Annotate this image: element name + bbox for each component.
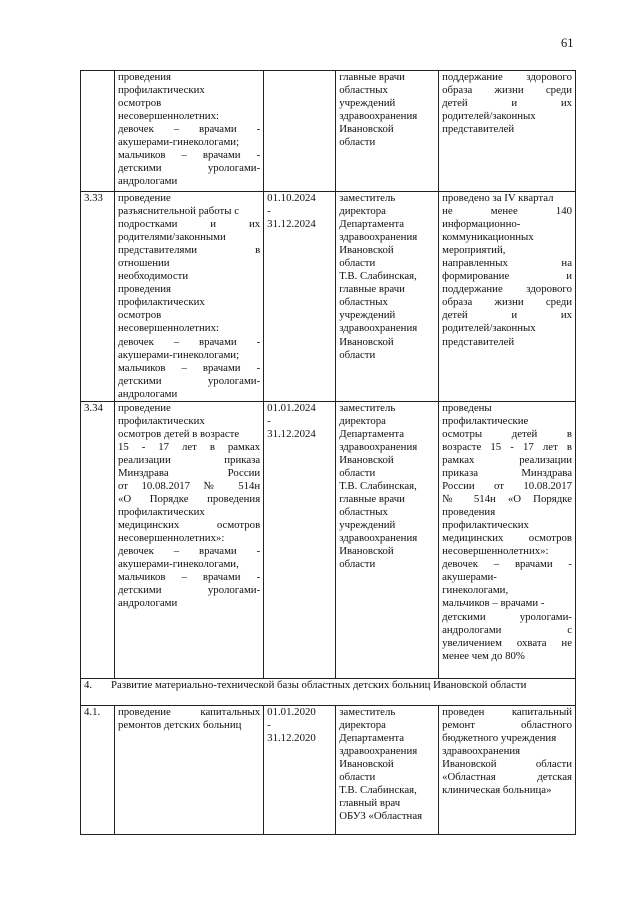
result-cell — [439, 705, 576, 834]
table-row — [81, 71, 576, 192]
cell-line: мальчиков – врачами - — [442, 597, 545, 610]
cell-line: учреждений — [339, 519, 396, 532]
cell-line: родителей/законных — [442, 110, 536, 123]
date-cell — [264, 71, 336, 192]
cell-line: директора — [339, 414, 386, 427]
cell-line: 31.12.2024 — [267, 218, 316, 231]
cell-line: здравоохранения — [339, 532, 418, 545]
cell-line: 01.01.2024 — [267, 401, 316, 414]
cell-line: директора — [339, 205, 386, 218]
cell-line: увеличением охвата не — [442, 636, 572, 649]
row-number-cell: 3.34 — [81, 401, 115, 678]
cell-line: здравоохранения — [339, 744, 418, 757]
task-cell — [114, 71, 263, 192]
cell-line: области — [339, 136, 376, 149]
cell-line: акушерами- — [442, 571, 497, 584]
cell-line: несовершеннолетних»: — [117, 532, 225, 545]
cell-line: - — [267, 414, 271, 427]
cell-line: главный врач — [339, 797, 401, 810]
cell-line: поддержание здорового — [442, 71, 572, 83]
cell-line: гинекологами, — [442, 584, 509, 597]
cell-line: мальчиков – врачами - — [117, 571, 261, 584]
cell-line: менее чем до 80% — [442, 649, 525, 662]
cell-line: андрологами — [117, 175, 178, 188]
cell-line: - — [267, 205, 271, 218]
section-number: 4. — [84, 678, 93, 691]
date-cell — [264, 401, 336, 678]
cell-line: медицинских осмотров — [117, 519, 261, 532]
cell-line: Ивановской — [339, 453, 394, 466]
cell-line: ремонтов детских больниц — [117, 718, 242, 731]
task-cell — [114, 705, 263, 834]
cell-line: Ивановской — [339, 545, 394, 558]
cell-line: 31.12.2024 — [267, 427, 316, 440]
cell-line: Ивановской — [339, 123, 394, 136]
cell-line: необходимости — [117, 270, 189, 283]
date-cell — [264, 705, 336, 834]
cell-line: несовершеннолетних: — [117, 322, 219, 335]
cell-line: поддержание здорового — [442, 283, 572, 296]
page-number: 61 — [561, 36, 574, 50]
cell-line: андрологами — [117, 387, 178, 400]
task-cell — [114, 192, 263, 402]
cell-line: детскими урологами- — [117, 162, 261, 175]
cell-line: осмотров — [117, 97, 162, 110]
cell-line: родителей/законных — [442, 322, 536, 335]
cell-line: профилактических — [117, 84, 205, 97]
cell-line: проведения — [442, 506, 496, 519]
cell-line: коммуникационных — [442, 231, 534, 244]
cell-line: формирование и — [442, 270, 572, 283]
cell-line: Т.В. Слабинская, — [339, 480, 417, 493]
cell-line: «Областная детская — [442, 770, 572, 783]
section-title: Развитие материально-технической базы областных детских больниц Ивановской области — [111, 678, 527, 691]
cell-line: № 514н «О Порядке — [442, 493, 572, 506]
cell-line: Департамента — [339, 731, 405, 744]
cell-line: проведено за IV квартал — [442, 192, 554, 204]
cell-line: представителей — [442, 335, 515, 348]
cell-line: главные врачи — [339, 283, 405, 296]
cell-line: 01.10.2024 — [267, 192, 316, 204]
cell-line: 31.12.2020 — [267, 731, 316, 744]
cell-line: области — [339, 257, 376, 270]
cell-line: осмотров — [117, 309, 162, 322]
cell-line: представителей — [442, 123, 515, 136]
cell-line: здравоохранения — [442, 744, 521, 757]
table-row — [81, 192, 576, 402]
cell-line: рамках реализации — [442, 453, 572, 466]
cell-line: профилактические — [442, 414, 529, 427]
cell-line: родителями/законными — [117, 231, 226, 244]
cell-line: главные врачи — [339, 493, 405, 506]
row-number-cell: 3.33 — [81, 192, 115, 402]
cell-line: проведения — [117, 71, 172, 83]
cell-line: Т.В. Слабинская, — [339, 270, 417, 283]
cell-line: области — [339, 558, 376, 571]
cell-line: направленных на — [442, 257, 572, 270]
cell-line: профилактических — [117, 296, 205, 309]
cell-line: профилактических — [442, 519, 529, 532]
cell-line: Т.В. Слабинская, — [339, 784, 417, 797]
cell-line: несовершеннолетних: — [117, 110, 219, 123]
cell-line: проведение — [117, 401, 171, 414]
row-number-cell: 4.1. — [81, 705, 115, 834]
cell-line: детей и их — [442, 97, 572, 110]
cell-line: подростками и их — [117, 218, 261, 231]
cell-line: отношении — [117, 257, 170, 270]
cell-line: медицинских осмотров — [442, 532, 572, 545]
result-cell — [439, 71, 576, 192]
cell-line: представителями в — [117, 244, 261, 257]
cell-line: девочек – врачами - — [117, 545, 261, 558]
row-number-cell — [81, 71, 115, 192]
cell-line: области — [339, 348, 376, 361]
cell-line: главные врачи — [339, 71, 405, 83]
cell-line: клиническая больница» — [442, 784, 552, 797]
cell-line: проведения — [117, 283, 172, 296]
cell-line: проведение капитальных — [117, 705, 261, 718]
cell-line: разъяснительной работы с — [117, 205, 240, 218]
responsible-cell — [336, 71, 439, 192]
cell-line: детскими урологами- — [442, 610, 572, 623]
section-row — [81, 678, 576, 705]
cell-line: здравоохранения — [339, 440, 418, 453]
cell-line: бюджетного учреждения — [442, 731, 557, 744]
cell-line: директора — [339, 718, 386, 731]
cell-line: проведены — [442, 401, 492, 414]
cell-line: 01.01.2020 — [267, 705, 316, 718]
cell-line: девочек – врачами - — [442, 558, 572, 571]
cell-line: Департамента — [339, 427, 405, 440]
responsible-cell — [336, 401, 439, 678]
cell-line: от 10.08.2017 № 514н — [117, 480, 261, 493]
cell-line: девочек – врачами - — [117, 335, 261, 348]
cell-line: Ивановской — [339, 757, 394, 770]
cell-line: здравоохранения — [339, 110, 418, 123]
cell-line: проведен капитальный — [442, 705, 572, 718]
cell-line: «О Порядке проведения — [117, 493, 261, 506]
cell-line: ОБУЗ «Областная — [339, 810, 423, 823]
cell-line: акушерами-гинекологами; — [117, 136, 240, 149]
cell-line: проведение — [117, 192, 171, 204]
cell-line: информационно- — [442, 218, 521, 231]
cell-line: андрологами с — [442, 623, 572, 636]
cell-line: заместитель — [339, 401, 396, 414]
cell-line: осмотров детей в возрасте — [117, 427, 240, 440]
table-row — [81, 401, 576, 678]
cell-line: акушерами-гинекологами, — [117, 558, 239, 571]
cell-line: областных — [339, 506, 388, 519]
date-cell — [264, 192, 336, 402]
cell-line: учреждений — [339, 97, 396, 110]
cell-line: заместитель — [339, 705, 396, 718]
cell-line: здравоохранения — [339, 231, 418, 244]
cell-line: мальчиков – врачами - — [117, 149, 261, 162]
cell-line: осмотры детей в — [442, 427, 572, 440]
cell-line: реализации приказа — [117, 453, 261, 466]
cell-line: детскими урологами- — [117, 374, 261, 387]
cell-line: детей и их — [442, 309, 572, 322]
cell-line: образа жизни среди — [442, 84, 572, 97]
cell-line: - — [267, 718, 271, 731]
responsible-cell — [336, 192, 439, 402]
table-row — [81, 705, 576, 834]
cell-line: андрологами — [117, 597, 178, 610]
cell-line: Ивановской — [339, 244, 394, 257]
cell-line: Ивановской — [339, 335, 394, 348]
cell-line: Минздрава России — [117, 466, 261, 479]
section-heading — [81, 678, 576, 705]
cell-line: не менее 140 — [442, 205, 572, 218]
cell-line: областных — [339, 84, 388, 97]
cell-line: областных — [339, 296, 388, 309]
cell-line: Департамента — [339, 218, 405, 231]
cell-line: Ивановской области — [442, 757, 572, 770]
cell-line: заместитель — [339, 192, 396, 204]
cell-line: области — [339, 770, 376, 783]
result-cell — [439, 401, 576, 678]
cell-line: приказа Минздрава — [442, 466, 572, 479]
cell-line: профилактических — [117, 414, 205, 427]
cell-line: мероприятий, — [442, 244, 506, 257]
cell-line: области — [339, 466, 376, 479]
cell-line: несовершеннолетних»: — [442, 545, 549, 558]
cell-line: профилактических — [117, 506, 205, 519]
cell-line: детскими урологами- — [117, 584, 261, 597]
cell-line: 15 - 17 лет в рамках — [117, 440, 261, 453]
cell-line: образа жизни среди — [442, 296, 572, 309]
cell-line: России от 10.08.2017 — [442, 480, 572, 493]
cell-line: возрасте 15 - 17 лет в — [442, 440, 572, 453]
task-cell — [114, 401, 263, 678]
cell-line: учреждений — [339, 309, 396, 322]
cell-line: ремонт областного — [442, 718, 572, 731]
responsible-cell — [336, 705, 439, 834]
cell-line: акушерами-гинекологами; — [117, 348, 240, 361]
cell-line: девочек – врачами - — [117, 123, 261, 136]
measures-table — [80, 70, 576, 835]
cell-line: здравоохранения — [339, 322, 418, 335]
result-cell — [439, 192, 576, 402]
cell-line: мальчиков – врачами - — [117, 361, 261, 374]
